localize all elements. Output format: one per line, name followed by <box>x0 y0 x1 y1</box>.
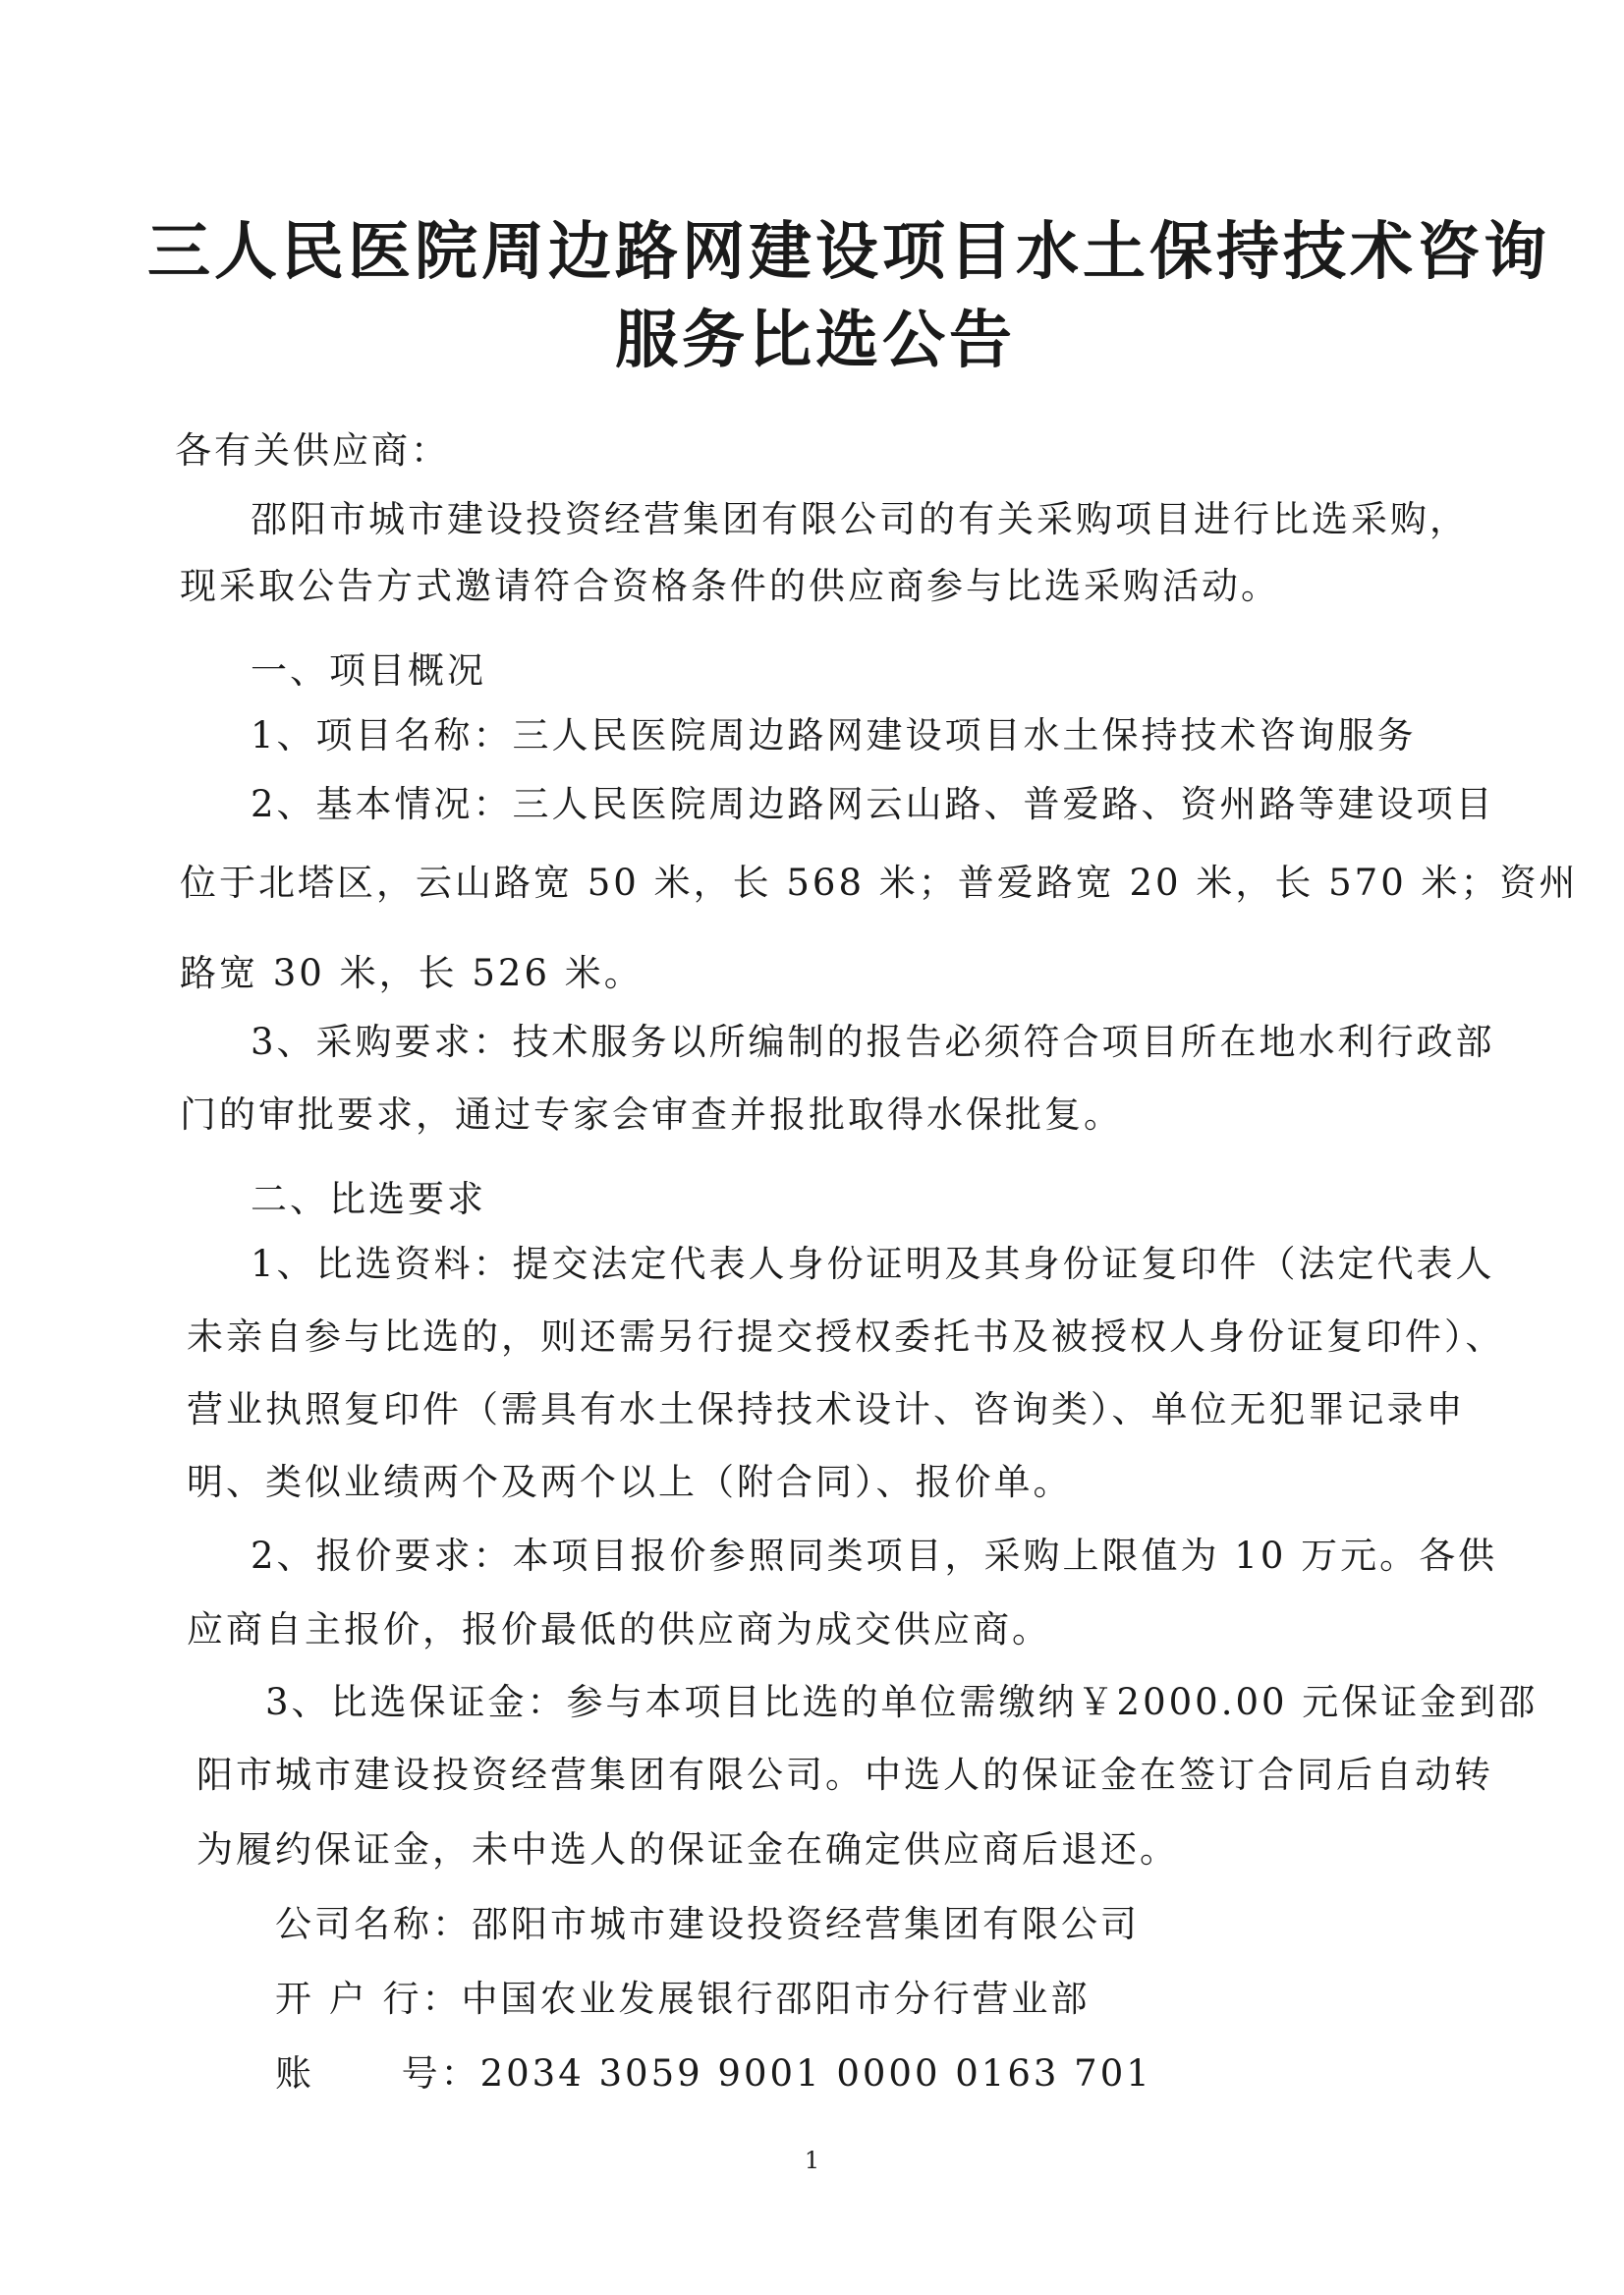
title-line-1: 三人民医院周边路网建设项目水土保持技术咨询 <box>147 215 1550 289</box>
section-2-item-1-line-1: 1、比选资料：提交法定代表人身份证明及其身份证复印件（法定代表人 <box>251 1243 1495 1285</box>
intro-line-2: 现采取公告方式邀请符合资格条件的供应商参与比选采购活动。 <box>180 565 1280 607</box>
section-2-heading: 二、比选要求 <box>251 1178 486 1220</box>
company-name: 公司名称：邵阳市城市建设投资经营集团有限公司 <box>275 1903 1140 1945</box>
account-number: 账 号：2034 3059 9001 0000 0163 701 <box>275 2052 1152 2095</box>
section-2-item-1-line-4: 明、类似业绩两个及两个以上（附合同）、报价单。 <box>187 1461 1073 1503</box>
section-1-item-3-line-1: 3、采购要求：技术服务以所编制的报告必须符合项目所在地水利行政部 <box>251 1021 1495 1063</box>
section-1-item-2-line-2: 位于北塔区，云山路宽 50 米，长 568 米；普爱路宽 20 米，长 570 米；资州 <box>180 862 1579 904</box>
section-1-item-2-line-3: 路宽 30 米，长 526 米。 <box>180 952 644 994</box>
section-1-item-1: 1、项目名称：三人民医院周边路网建设项目水土保持技术咨询服务 <box>251 714 1417 756</box>
bank-name: 开 户 行：中国农业发展银行邵阳市分行营业部 <box>275 1978 1091 2020</box>
section-2-item-1-line-2: 未亲自参与比选的，则还需另行提交授权委托书及被授权人身份证复印件）、 <box>187 1315 1505 1358</box>
page-number: 1 <box>804 2147 820 2174</box>
section-2-item-2-line-1: 2、报价要求：本项目报价参照同类项目，采购上限值为 10 万元。各供 <box>251 1535 1498 1577</box>
intro-line-1: 邵阳市城市建设投资经营集团有限公司的有关采购项目进行比选采购， <box>251 498 1469 540</box>
section-1-heading: 一、项目概况 <box>251 649 486 692</box>
section-1-item-3-line-2: 门的审批要求，通过专家会审查并报批取得水保批复。 <box>180 1093 1123 1136</box>
title-line-2: 服务比选公告 <box>615 304 1016 377</box>
section-1-item-2-line-1: 2、基本情况：三人民医院周边路网云山路、普爱路、资州路等建设项目 <box>251 783 1495 825</box>
section-2-item-3-line-3: 为履约保证金，未中选人的保证金在确定供应商后退还。 <box>196 1828 1179 1871</box>
section-2-item-3-line-2: 阳市城市建设投资经营集团有限公司。中选人的保证金在签订合同后自动转 <box>196 1754 1493 1796</box>
section-2-item-3-line-1: 3、比选保证金：参与本项目比选的单位需缴纳￥2000.00 元保证金到邵 <box>265 1681 1539 1723</box>
section-2-item-1-line-3: 营业执照复印件（需具有水土保持技术设计、咨询类）、单位无犯罪记录申 <box>187 1388 1466 1430</box>
greeting: 各有关供应商： <box>175 429 450 472</box>
section-2-item-2-line-2: 应商自主报价，报价最低的供应商为成交供应商。 <box>187 1608 1051 1651</box>
